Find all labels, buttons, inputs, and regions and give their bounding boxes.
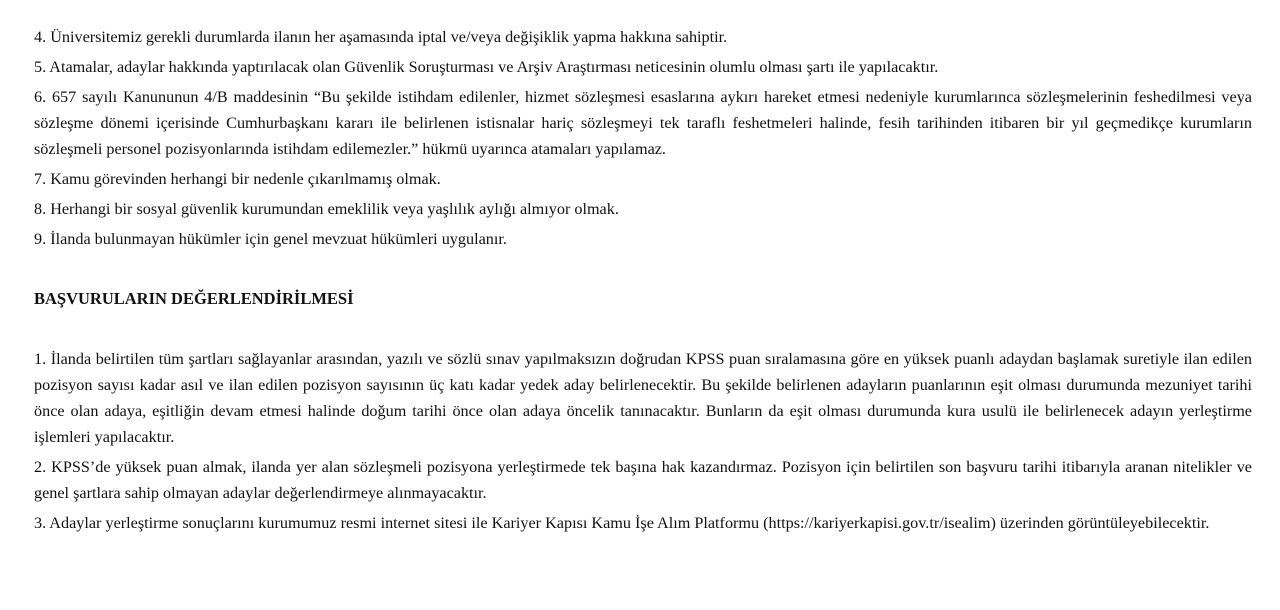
evaluation-item-1: 1. İlanda belirtilen tüm şartları sağlayanlar arasından, yazılı ve sözlü sınav yapılmaksızın doğrudan KPSS puan sıralamasına göre en yüksek puanlı adaydan başlamak suretiyle ilan edilen pozisyon sayısı kadar asıl ve ilan edilen pozisyon sayısının üç katı kadar yedek aday belirlenecektir. Bu şekilde belirlenen adayların puanlarının eşit olması durumunda mezuniyet tarihi önce olan adaya, eşitliğin devam etmesi halinde doğum tarihi önce olan adaya öncelik tanınacaktır. Bunların da eşit olması durumunda kura usulü ile belirlenecek adayın yerleştirme işlemleri yapılacaktır. [34, 350, 1252, 446]
item-9: 9. İlanda bulunmayan hükümler için genel mevzuat hükümleri uygulanır. [34, 230, 507, 248]
evaluation-item-2: 2. KPSS’de yüksek puan almak, ilanda yer alan sözleşmeli pozisyona yerleştirmede tek başına hak kazandırmaz. Pozisyon için belirtilen son başvuru tarihi itibarıyla aranan nitelikler ve genel şartlara sahip olmayan adaylar değerlendirmeye alınmayacaktır. [34, 458, 1252, 502]
item-7: 7. Kamu görevinden herhangi bir nedenle çıkarılmamış olmak. [34, 170, 441, 188]
section-heading: BAŞVURULARIN DEĞERLENDİRİLMESİ [34, 289, 354, 308]
item-5: 5. Atamalar, adaylar hakkında yaptırılacak olan Güvenlik Soruşturması ve Arşiv Araştırması neticesinin olumlu olması şartı ile yapılacaktır. [34, 58, 939, 76]
item-6: 6. 657 sayılı Kanununun 4/B maddesinin “Bu şekilde istihdam edilenler, hizmet sözleşmesi esaslarına aykırı hareket etmesi nedeniyle kurumlarınca sözleşmelerinin feshedilmesi veya sözleşme dönemi içerisinde Cumhurbaşkanı kararı ile belirlenen istisnalar hariç sözleşmeyi tek taraflı feshetmeleri halinde, fesih tarihinden itibaren bir yıl geçmedikçe kurumların sözleşmeli personel pozisyonlarında istihdam edilemezler.” hükmü uyarınca atamaları yapılamaz. [34, 88, 1252, 158]
item-8: 8. Herhangi bir sosyal güvenlik kurumundan emeklilik veya yaşlılık aylığı almıyor olmak. [34, 200, 619, 218]
item-4: 4. Üniversitemiz gerekli durumlarda ilanın her aşamasında iptal ve/veya değişiklik yapma hakkına sahiptir. [34, 28, 728, 46]
evaluation-item-3: 3. Adaylar yerleştirme sonuçlarını kurumumuz resmi internet sitesi ile Kariyer Kapısı Kamu İşe Alım Platformu (https://kariyerkapisi.gov.tr/isealim) üzerinden görüntüleyebilecektir. [34, 514, 1210, 532]
